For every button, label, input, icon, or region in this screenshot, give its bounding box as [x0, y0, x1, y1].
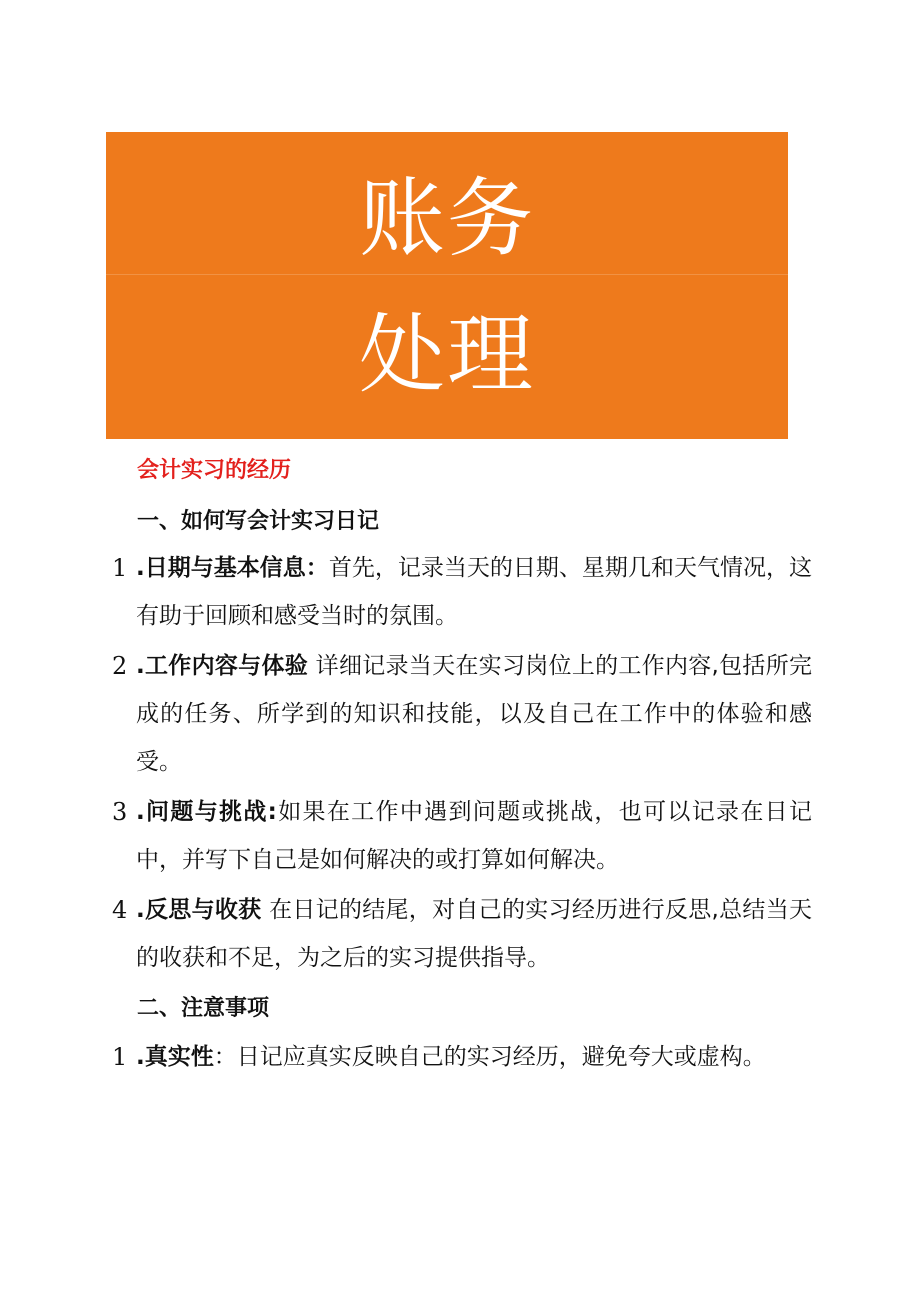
list-item-text: 在日记的结尾，对自己的实习经历进行反思,总结当天的收获和不足，为之后的实习提供指导。 — [136, 897, 813, 971]
list-item — [112, 788, 812, 884]
list-item-number: 1 — [112, 1043, 128, 1071]
banner-title-line-2: 处理 — [359, 305, 535, 405]
banner-fold-line — [106, 274, 788, 275]
list-item-text: 首先，记录当天的日期、星期几和天气情况，这有助于回顾和感受当时的氛围。 — [136, 555, 813, 629]
list-item-label: .问题与挑战: — [136, 799, 277, 825]
document-subtitle: 会计实习的经历 — [137, 458, 292, 483]
list-item — [112, 886, 812, 982]
list-item-number: 4 — [112, 896, 128, 924]
banner-title-line-1: 账务 — [359, 169, 535, 269]
section-1-heading: 一、如何写会计实习日记 — [137, 509, 380, 534]
list-item-label: .真实性 — [136, 1044, 214, 1070]
list-item — [112, 544, 812, 640]
list-item-number: 1 — [112, 554, 128, 582]
list-item-text: ：日记应真实反映自己的实习经历，避免夸大或虚构。 — [213, 1044, 766, 1070]
list-item — [112, 1033, 812, 1081]
list-item-text: 如果在工作中遇到问题或挑战，也可以记录在日记中，并写下自己是如何解决的或打算如何解决。 — [136, 799, 813, 873]
title-banner — [106, 132, 788, 439]
section-2-heading: 二、注意事项 — [137, 996, 270, 1021]
list-item-label: .反思与收获 — [136, 897, 262, 923]
list-item — [112, 642, 812, 786]
list-item-label: .日期与基本信息： — [136, 555, 329, 581]
list-item-text: 详细记录当天在实习岗位上的工作内容,包括所完成的任务、所学到的知识和技能，以及自己在工作中的体验和感受。 — [136, 653, 813, 775]
list-item-number: 2 — [112, 652, 128, 680]
list-item-number: 3 — [112, 798, 128, 826]
list-item-label: .工作内容与体验 — [136, 653, 309, 679]
